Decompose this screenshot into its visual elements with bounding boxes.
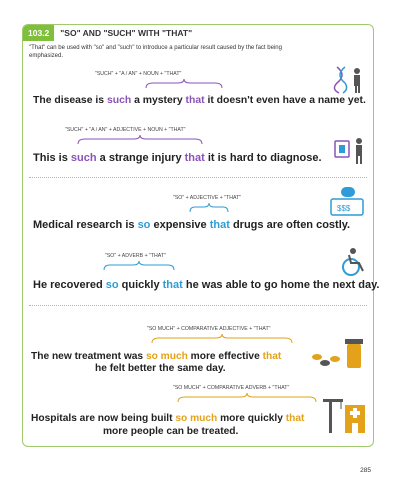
pills-bottle-icon [309, 337, 367, 369]
formula-3: "SO" + ADJECTIVE + "THAT" [173, 195, 242, 201]
section-header [23, 25, 192, 41]
keyword-that: that [162, 279, 183, 291]
keyword-such: such [70, 152, 97, 164]
keyword-that: that [185, 95, 205, 106]
grammar-page [22, 24, 380, 447]
keyword-that: that [285, 413, 305, 424]
svg-text:$$$: $$$ [337, 204, 351, 213]
section-divider [29, 177, 367, 178]
section-number: 103.2 [23, 25, 54, 41]
brace-1 [145, 79, 223, 89]
example-sentence-5-continued: he felt better the same day. [95, 363, 226, 374]
keyword-so: so [105, 279, 119, 291]
keyword-that: that [262, 351, 282, 362]
keyword-so-much: so much [175, 413, 218, 424]
brace-4 [103, 261, 175, 271]
formula-5: "SO MUCH" + COMPARATIVE ADJECTIVE + "THAT" [147, 326, 271, 332]
example-sentence-1: The disease is such a mystery that it doesn't even have a name yet. [33, 95, 366, 106]
example-sentence-5: The new treatment was so much more effective that [31, 351, 282, 362]
page-number: 285 [360, 467, 371, 474]
formula-2: "SUCH" + "A / AN" + ADJECTIVE + NOUN + "THAT" [65, 127, 186, 133]
brace-3 [189, 203, 229, 213]
example-sentence-2: This is such a strange injury that it is hard to diagnose. [33, 152, 322, 164]
wheelchair-icon [337, 247, 367, 277]
brace-6 [177, 393, 317, 403]
keyword-so-much: so much [145, 351, 188, 362]
example-sentence-3: Medical research is so expensive that drugs are often costly. [33, 219, 351, 231]
formula-4: "SO" + ADVERB + "THAT" [105, 253, 166, 259]
money-pills-icon [327, 185, 367, 219]
brace-2 [77, 135, 203, 145]
keyword-that: that [209, 219, 230, 231]
intro-text: "That" can be used with "so" and "such" to introduce a particular result caused by the fact being emphasized. [29, 45, 282, 59]
keyword-so: so [137, 219, 151, 231]
formula-6: "SO MUCH" + COMPARATIVE ADVERB + "THAT" [173, 385, 290, 391]
formula-1: "SUCH" + "A / AN" + NOUN + "THAT" [95, 71, 182, 77]
example-sentence-6-continued: more people can be treated. [103, 426, 239, 437]
keyword-that: that [184, 152, 205, 164]
section-divider [29, 305, 367, 306]
section-title: "SO" AND "SUCH" WITH "THAT" [60, 28, 193, 38]
dna-scientist-icon [333, 65, 367, 95]
brace-5 [151, 334, 293, 344]
hospital-crane-icon [323, 395, 367, 435]
example-sentence-6: Hospitals are now being built so much more quickly that [31, 413, 305, 424]
example-sentence-4: He recovered so quickly that he was able to go home the next day. [33, 279, 380, 291]
keyword-such: such [106, 95, 132, 106]
x-ray-patient-icon [333, 137, 367, 165]
